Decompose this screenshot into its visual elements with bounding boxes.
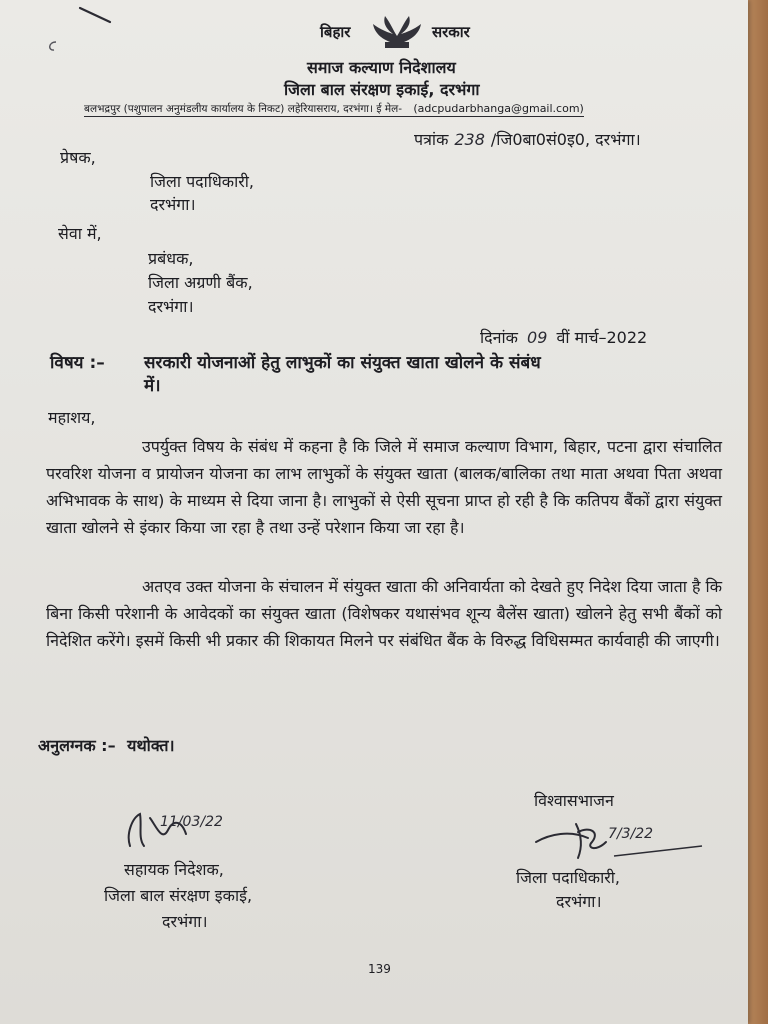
recipient-bank: जिला अग्रणी बैंक, <box>148 273 253 292</box>
body-paragraph-1: उपर्युक्त विषय के संबंध में कहना है कि जिले में समाज कल्याण विभाग, बिहार, पटना द्वारा संचालित परवरिश योजना व प्रायोजन योजना का लाभ लाभुकों के संयुक्त खाता (बालक/बालिका तथा माता अथवा पिता अथवा अभिभावक के साथ) के माध्यम से दिया जाना है। लाभुकों से ऐसी सूचना प्राप्त हो रही है कि कतिपय बैंकों द्वारा संयुक्त खाता खोलने से इंकार किया जा रहा है तथा उन्हें परेशान किया जा रहा है। <box>46 437 722 537</box>
letter-date <box>480 326 647 348</box>
email-address: (adcpudarbhanga@gmail.com) <box>413 102 584 115</box>
enclosure-value: यथोक्त। <box>127 736 175 755</box>
background-edge <box>746 0 768 1024</box>
reference-label: पत्रांक <box>414 130 449 149</box>
reference-suffix: /जि0बा0सं0इ0, दरभंगा। <box>490 130 641 149</box>
district-officer-sign-date: 7/3/22 <box>608 826 654 842</box>
letterhead-bihar: बिहार <box>320 23 351 41</box>
closing-designation: जिला पदाधिकारी, <box>516 868 621 887</box>
enclosure <box>38 734 175 756</box>
date-handwritten-day: 09 <box>527 328 548 347</box>
letterhead-address <box>84 102 584 117</box>
recipient-designation: प्रबंधक, <box>148 249 194 268</box>
sender-label: प्रेषक, <box>60 148 96 167</box>
valediction: विश्वासभाजन <box>534 791 614 810</box>
letterhead-unit: जिला बाल संरक्षण इकाई, दरभंगा <box>284 80 480 99</box>
date-prefix: दिनांक <box>480 328 518 347</box>
address-text: बलभद्रपुर (पशुपालन अनुमंडलीय कार्यालय के निकट) लहेरियासराय, दरभंगा। ई मेल- <box>84 103 402 115</box>
closing-location: दरभंगा। <box>556 892 602 911</box>
enclosure-label: अनुलग्नक :– <box>38 736 116 755</box>
reference-handwritten-number: 238 <box>454 130 485 149</box>
subject-line-1: सरकारी योजनाओं हेतु लाभुकों का संयुक्त खाता खोलने के संबंध <box>144 353 541 373</box>
sender-designation: जिला पदाधिकारी, <box>150 172 255 191</box>
recipient-location: दरभंगा। <box>148 297 194 316</box>
letterhead-sarkar: सरकार <box>432 23 470 41</box>
letterhead-directorate: समाज कल्याण निदेशालय <box>307 58 456 77</box>
page-number: 139 <box>368 962 391 976</box>
assistant-director-sign-date: 11/03/22 <box>160 814 223 830</box>
subject-label: विषय :– <box>50 353 105 373</box>
sender-location: दरभंगा। <box>150 195 196 214</box>
body-paragraph-2: अतएव उक्त योजना के संचालन में संयुक्त खाता की अनिवार्यता को देखते हुए निदेश दिया जाता है कि बिना किसी परेशानी के आवेदकों का संयुक्त खाता (विशेषकर यथासंभव शून्य बैलेंस खाता) खोलने हेतु सभी बैंकों को निदेशित करेंगे। इसमें किसी भी प्रकार की शिकायत मिलने पर संबंधित बैंक के विरुद्ध विधिसम्मत कार्यवाही की जाएगी। <box>46 577 722 650</box>
date-suffix: वीं मार्च–2022 <box>556 328 648 347</box>
left-signatory-location: दरभंगा। <box>162 912 208 931</box>
left-signatory-unit: जिला बाल संरक्षण इकाई, <box>104 886 253 905</box>
reference-number <box>414 128 641 150</box>
subject-line-2: में। <box>144 376 161 396</box>
pen-dot-mark <box>44 38 62 56</box>
bihar-emblem-icon <box>365 14 429 50</box>
left-signatory-title: सहायक निदेशक, <box>124 860 224 879</box>
salutation: महाशय, <box>48 408 96 427</box>
recipient-label: सेवा में, <box>58 224 102 243</box>
pen-stroke-mark <box>76 4 116 26</box>
